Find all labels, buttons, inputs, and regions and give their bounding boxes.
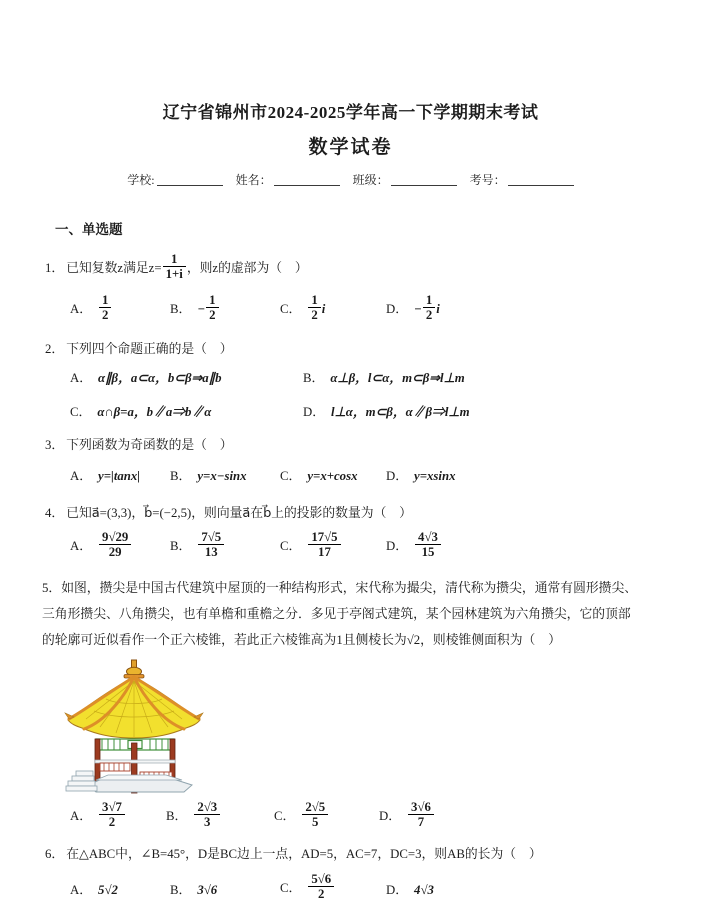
- q3-option-c: [280, 465, 386, 484]
- name-label: 姓名：: [235, 173, 272, 187]
- student-info-row: [0, 171, 701, 188]
- question-5-stem: [42, 575, 701, 653]
- option-label: A．: [70, 538, 93, 553]
- roof-finial: [124, 660, 144, 678]
- fraction: $\frac{7√5}{13}$: [198, 530, 224, 560]
- q6-option-c: [280, 871, 386, 904]
- q5-option-d: [379, 799, 701, 832]
- q1-option-c: [280, 292, 386, 325]
- question-6-options: [70, 872, 701, 906]
- name-field: [236, 173, 340, 187]
- option-label: D．: [386, 538, 409, 553]
- imaginary-unit: i: [436, 301, 440, 316]
- option-label: D．: [386, 883, 409, 898]
- option-formula: y=x−sinx: [197, 468, 247, 483]
- exam-subtitle: 数学试卷: [308, 137, 393, 158]
- option-label: B．: [170, 301, 192, 316]
- q3-option-b: [170, 465, 280, 484]
- examno-label: 考号：: [469, 173, 506, 187]
- q5-option-a: [70, 799, 166, 832]
- fraction: $\frac{1}{2}$: [206, 293, 218, 323]
- q2-option-a: [70, 367, 303, 386]
- option-label: C．: [274, 808, 296, 823]
- option-formula: α∩β=a，b∥a⇒b∥α: [97, 404, 212, 419]
- fraction: $\frac{9√29}{29}$: [99, 530, 131, 560]
- question-1-stem: [45, 254, 701, 284]
- inline-fraction: $\frac{1}{1+i}$: [163, 252, 186, 282]
- q5-option-b: [166, 799, 274, 832]
- stem-text: 下列函数为奇函数的是（ ）: [66, 437, 233, 452]
- minus-sign: −: [197, 301, 206, 316]
- option-label: A．: [70, 468, 93, 483]
- name-blank: [274, 173, 340, 186]
- class-blank: [391, 173, 457, 186]
- pavilion-illustration: [66, 659, 206, 795]
- option-label: C．: [280, 468, 302, 483]
- option-formula: α⊥β，l⊂α，m⊂β⇒l⊥m: [330, 370, 465, 385]
- option-formula: α∥β，a⊂α，b⊂β⇒a∥b: [98, 370, 222, 385]
- imaginary-unit: i: [321, 301, 326, 316]
- q3-option-a: [70, 465, 170, 484]
- question-number: 6．: [45, 846, 65, 861]
- q6-option-d: [386, 879, 701, 898]
- question-3-stem: [45, 434, 701, 453]
- question-6-stem: [45, 843, 701, 862]
- q5-line-3: 的轮廓可近似看作一个正六棱锥，若此正六棱锥高为1且侧棱长为√2，则棱锥侧面积为（ ）: [42, 632, 561, 647]
- stem-text: 已知a⃗=(3,3)，b⃗=(−2,5)，则向量a⃗在b⃗上的投影的数量为（ ）: [66, 505, 412, 520]
- question-number: 2．: [45, 341, 65, 356]
- school-label: 学校:: [127, 173, 155, 187]
- stem-text: 下列四个命题正确的是（ ）: [66, 341, 233, 356]
- q1-option-b: [170, 292, 280, 325]
- q4-option-c: [280, 529, 386, 562]
- option-label: D．: [379, 808, 402, 823]
- stem-text: ，则z的虚部为（ ）: [186, 260, 308, 275]
- option-formula: 3√6: [197, 883, 218, 898]
- examno-blank: [508, 173, 574, 186]
- pavilion-roof: [65, 677, 203, 738]
- exam-title: 辽宁省锦州市2024-2025学年高一下学期期末考试: [162, 103, 539, 122]
- stem-text: 如图，攒尖是中国古代建筑中屋顶的一种结构形式，宋代称为撮尖，清代称为攒尖，通常有圆形攒尖、: [61, 580, 638, 595]
- stem-text: 在△ABC中，∠B=45°，D是BC边上一点，AD=5，AC=7，DC=3，则AB的长为（ ）: [66, 846, 542, 861]
- question-4-options: [70, 529, 701, 565]
- q3-option-d: [386, 465, 701, 484]
- option-label: A．: [70, 370, 93, 385]
- option-label: C．: [280, 538, 302, 553]
- option-label: C．: [280, 301, 302, 316]
- q4-option-a: [70, 529, 170, 562]
- fraction: $\frac{3√7}{2}$: [99, 800, 125, 830]
- option-formula: y=xsinx: [414, 468, 456, 483]
- q5-option-c: [274, 799, 379, 832]
- school-blank: [157, 173, 223, 186]
- minus-sign: −: [414, 301, 422, 316]
- question-number: 4．: [45, 505, 65, 520]
- option-label: B．: [170, 883, 192, 898]
- q2-option-c: [70, 401, 303, 420]
- q1-option-d: [386, 292, 701, 325]
- option-label: A．: [70, 883, 93, 898]
- option-label: D．: [386, 468, 409, 483]
- question-2-stem: [45, 338, 701, 357]
- fraction: $\frac{17√5}{17}$: [308, 530, 340, 560]
- q4-option-b: [170, 529, 280, 562]
- q5-line-1: [42, 575, 701, 601]
- option-formula: 4√3: [414, 883, 434, 898]
- option-label: C．: [70, 404, 92, 419]
- question-1-options: [70, 294, 701, 326]
- option-label: B．: [303, 370, 325, 385]
- q5-line-2: 三角形攒尖、八角攒尖，也有单檐和重檐之分．多见于亭阁式建筑，某个园林建筑为六角攒尖，它的顶部: [42, 606, 631, 621]
- question-number: 5．: [42, 580, 62, 595]
- fraction: $\frac{5√6}{2}$: [308, 872, 334, 902]
- fraction: $\frac{2√5}{5}$: [302, 800, 328, 830]
- stem-text: 已知复数z满足z=: [66, 260, 162, 275]
- q4-option-d: [386, 529, 701, 562]
- option-formula: y=|tanx|: [98, 468, 141, 483]
- fraction: $\frac{1}{2}$: [308, 293, 320, 323]
- option-label: B．: [166, 808, 188, 823]
- class-label: 班级：: [352, 173, 389, 187]
- fraction: $\frac{4√3}{15}$: [415, 530, 441, 560]
- fraction: $\frac{1}{2}$: [423, 293, 435, 323]
- option-label: D．: [386, 301, 409, 316]
- question-number: 3．: [45, 437, 65, 452]
- option-formula: l⊥α，m⊂β，α∥β⇒l⊥m: [331, 404, 470, 419]
- q2-option-b: [303, 367, 701, 386]
- option-label: A．: [70, 301, 93, 316]
- question-4-stem: [45, 502, 701, 521]
- question-5-options: [70, 799, 701, 835]
- q6-option-b: [170, 879, 280, 898]
- class-field: [353, 173, 457, 187]
- fraction: $\frac{2√3}{3}$: [194, 800, 220, 830]
- q2-option-d: [303, 401, 701, 420]
- fraction: $\frac{3√6}{7}$: [408, 800, 434, 830]
- examno-field: [470, 173, 574, 187]
- pavilion-figure: [66, 659, 206, 795]
- option-formula: y=x+cosx: [307, 468, 358, 483]
- option-label: A．: [70, 808, 93, 823]
- question-2-options: [70, 367, 701, 420]
- question-3-options: [70, 465, 701, 484]
- question-number: 1．: [45, 260, 65, 275]
- section-heading: 一、单选题: [55, 222, 123, 237]
- q1-option-a: [70, 292, 170, 325]
- option-label: C．: [280, 880, 302, 895]
- option-label: B．: [170, 468, 192, 483]
- option-formula: 5√2: [98, 883, 118, 898]
- option-label: B．: [170, 538, 192, 553]
- fraction: $\frac{1}{2}$: [99, 293, 111, 323]
- q6-option-a: [70, 879, 170, 898]
- school-field: [127, 173, 222, 187]
- option-label: D．: [303, 404, 326, 419]
